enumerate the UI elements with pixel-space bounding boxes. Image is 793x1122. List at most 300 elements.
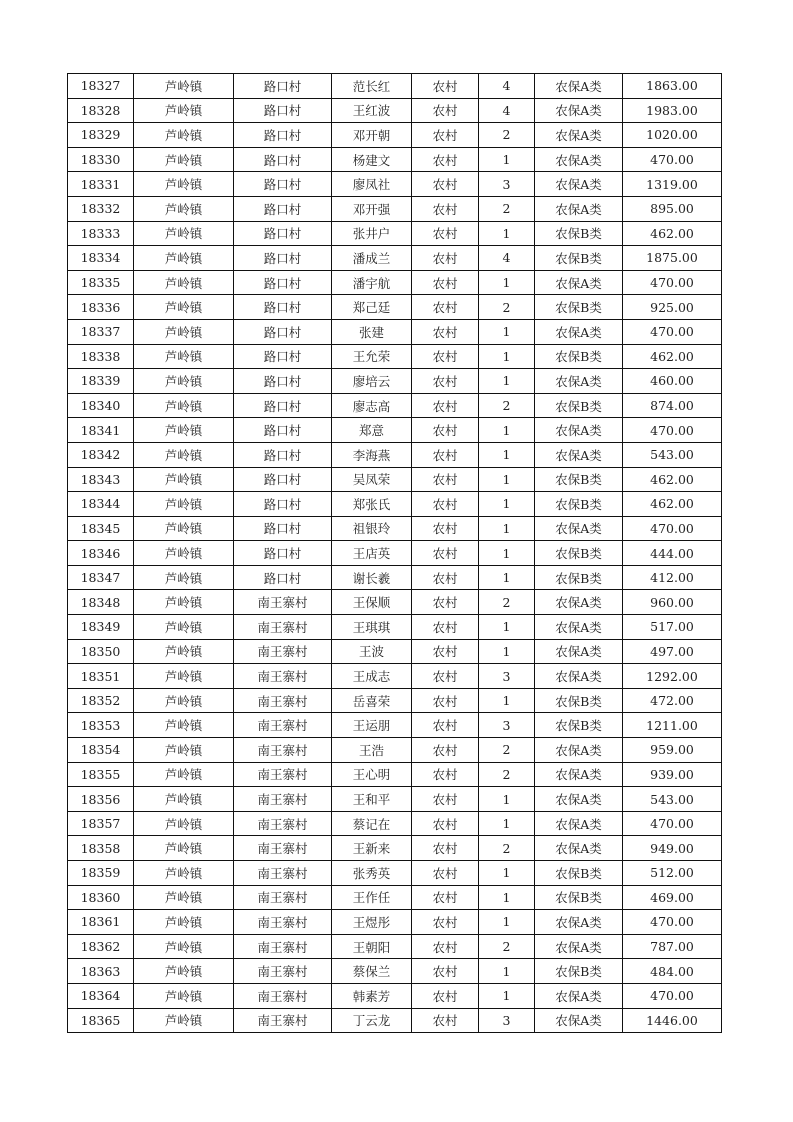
insurance-category-cell: 农保B类 <box>535 393 623 418</box>
town-cell: 芦岭镇 <box>134 442 234 467</box>
insurance-category-cell: 农保A类 <box>535 196 623 221</box>
village-cell: 南王寨村 <box>234 959 332 984</box>
household-type-cell: 农村 <box>412 123 479 148</box>
table-row <box>68 221 722 246</box>
table-row <box>68 74 722 99</box>
amount-cell: 1983.00 <box>623 98 722 123</box>
village-cell: 路口村 <box>234 369 332 394</box>
member-count-cell: 1 <box>479 787 535 812</box>
table-row <box>68 836 722 861</box>
town-cell: 芦岭镇 <box>134 467 234 492</box>
row-number-cell: 18333 <box>68 221 134 246</box>
name-cell: 郑己廷 <box>332 295 412 320</box>
household-type-cell: 农村 <box>412 74 479 99</box>
row-number-cell: 18365 <box>68 1008 134 1033</box>
village-cell: 路口村 <box>234 344 332 369</box>
amount-cell: 497.00 <box>623 639 722 664</box>
village-cell: 南王寨村 <box>234 688 332 713</box>
table-row <box>68 959 722 984</box>
member-count-cell: 1 <box>479 418 535 443</box>
table-row <box>68 639 722 664</box>
table-row <box>68 861 722 886</box>
amount-cell: 470.00 <box>623 910 722 935</box>
village-cell: 南王寨村 <box>234 615 332 640</box>
row-number-cell: 18338 <box>68 344 134 369</box>
village-cell: 路口村 <box>234 393 332 418</box>
village-cell: 南王寨村 <box>234 934 332 959</box>
name-cell: 李海燕 <box>332 442 412 467</box>
town-cell: 芦岭镇 <box>134 590 234 615</box>
member-count-cell: 1 <box>479 270 535 295</box>
table-row <box>68 393 722 418</box>
table-row <box>68 983 722 1008</box>
member-count-cell: 4 <box>479 98 535 123</box>
row-number-cell: 18331 <box>68 172 134 197</box>
town-cell: 芦岭镇 <box>134 861 234 886</box>
household-type-cell: 农村 <box>412 172 479 197</box>
amount-cell: 470.00 <box>623 983 722 1008</box>
table-row <box>68 787 722 812</box>
member-count-cell: 3 <box>479 1008 535 1033</box>
village-cell: 南王寨村 <box>234 787 332 812</box>
member-count-cell: 2 <box>479 123 535 148</box>
town-cell: 芦岭镇 <box>134 713 234 738</box>
row-number-cell: 18360 <box>68 885 134 910</box>
household-type-cell: 农村 <box>412 196 479 221</box>
household-type-cell: 农村 <box>412 885 479 910</box>
name-cell: 潘成兰 <box>332 246 412 271</box>
member-count-cell: 1 <box>479 959 535 984</box>
row-number-cell: 18358 <box>68 836 134 861</box>
name-cell: 杨建文 <box>332 147 412 172</box>
amount-cell: 1875.00 <box>623 246 722 271</box>
table-row <box>68 738 722 763</box>
name-cell: 张秀英 <box>332 861 412 886</box>
name-cell: 王浩 <box>332 738 412 763</box>
village-cell: 南王寨村 <box>234 639 332 664</box>
village-cell: 南王寨村 <box>234 885 332 910</box>
insurance-category-cell: 农保A类 <box>535 983 623 1008</box>
village-cell: 路口村 <box>234 221 332 246</box>
member-count-cell: 1 <box>479 369 535 394</box>
town-cell: 芦岭镇 <box>134 541 234 566</box>
table-row <box>68 123 722 148</box>
village-cell: 路口村 <box>234 492 332 517</box>
amount-cell: 949.00 <box>623 836 722 861</box>
household-type-cell: 农村 <box>412 369 479 394</box>
town-cell: 芦岭镇 <box>134 172 234 197</box>
table-row <box>68 615 722 640</box>
insurance-category-cell: 农保A类 <box>535 98 623 123</box>
town-cell: 芦岭镇 <box>134 565 234 590</box>
household-type-cell: 农村 <box>412 418 479 443</box>
amount-cell: 462.00 <box>623 467 722 492</box>
amount-cell: 469.00 <box>623 885 722 910</box>
row-number-cell: 18328 <box>68 98 134 123</box>
amount-cell: 1319.00 <box>623 172 722 197</box>
name-cell: 廖培云 <box>332 369 412 394</box>
name-cell: 廖志高 <box>332 393 412 418</box>
insurance-category-cell: 农保A类 <box>535 516 623 541</box>
table-row <box>68 565 722 590</box>
town-cell: 芦岭镇 <box>134 196 234 221</box>
member-count-cell: 1 <box>479 811 535 836</box>
town-cell: 芦岭镇 <box>134 762 234 787</box>
member-count-cell: 1 <box>479 983 535 1008</box>
amount-cell: 460.00 <box>623 369 722 394</box>
member-count-cell: 2 <box>479 934 535 959</box>
amount-cell: 939.00 <box>623 762 722 787</box>
member-count-cell: 2 <box>479 590 535 615</box>
table-row <box>68 885 722 910</box>
member-count-cell: 2 <box>479 393 535 418</box>
amount-cell: 470.00 <box>623 516 722 541</box>
amount-cell: 462.00 <box>623 344 722 369</box>
table-row <box>68 516 722 541</box>
row-number-cell: 18337 <box>68 319 134 344</box>
name-cell: 邓开朝 <box>332 123 412 148</box>
insurance-category-cell: 农保A类 <box>535 615 623 640</box>
row-number-cell: 18354 <box>68 738 134 763</box>
name-cell: 王红波 <box>332 98 412 123</box>
amount-cell: 470.00 <box>623 147 722 172</box>
amount-cell: 543.00 <box>623 442 722 467</box>
town-cell: 芦岭镇 <box>134 344 234 369</box>
table-row <box>68 541 722 566</box>
member-count-cell: 1 <box>479 541 535 566</box>
insurance-category-cell: 农保B类 <box>535 885 623 910</box>
household-type-cell: 农村 <box>412 344 479 369</box>
insurance-category-cell: 农保A类 <box>535 123 623 148</box>
amount-cell: 960.00 <box>623 590 722 615</box>
household-type-cell: 农村 <box>412 934 479 959</box>
table-row <box>68 442 722 467</box>
row-number-cell: 18346 <box>68 541 134 566</box>
insurance-category-cell: 农保B类 <box>535 492 623 517</box>
household-type-cell: 农村 <box>412 738 479 763</box>
village-cell: 南王寨村 <box>234 713 332 738</box>
household-type-cell: 农村 <box>412 516 479 541</box>
village-cell: 南王寨村 <box>234 836 332 861</box>
town-cell: 芦岭镇 <box>134 319 234 344</box>
name-cell: 王作任 <box>332 885 412 910</box>
town-cell: 芦岭镇 <box>134 639 234 664</box>
insurance-category-cell: 农保A类 <box>535 811 623 836</box>
name-cell: 邓开强 <box>332 196 412 221</box>
village-cell: 路口村 <box>234 172 332 197</box>
name-cell: 岳喜荣 <box>332 688 412 713</box>
insurance-category-cell: 农保A类 <box>535 787 623 812</box>
member-count-cell: 4 <box>479 246 535 271</box>
town-cell: 芦岭镇 <box>134 983 234 1008</box>
village-cell: 南王寨村 <box>234 910 332 935</box>
household-type-cell: 农村 <box>412 688 479 713</box>
village-cell: 南王寨村 <box>234 590 332 615</box>
table-row <box>68 196 722 221</box>
row-number-cell: 18341 <box>68 418 134 443</box>
table-body <box>68 74 722 1033</box>
row-number-cell: 18332 <box>68 196 134 221</box>
member-count-cell: 2 <box>479 738 535 763</box>
insurance-category-cell: 农保B类 <box>535 344 623 369</box>
household-type-cell: 农村 <box>412 861 479 886</box>
household-type-cell: 农村 <box>412 836 479 861</box>
town-cell: 芦岭镇 <box>134 270 234 295</box>
row-number-cell: 18334 <box>68 246 134 271</box>
amount-cell: 787.00 <box>623 934 722 959</box>
row-number-cell: 18356 <box>68 787 134 812</box>
row-number-cell: 18352 <box>68 688 134 713</box>
amount-cell: 484.00 <box>623 959 722 984</box>
member-count-cell: 2 <box>479 295 535 320</box>
insurance-category-cell: 农保A类 <box>535 590 623 615</box>
household-type-cell: 农村 <box>412 811 479 836</box>
name-cell: 廖凤社 <box>332 172 412 197</box>
village-cell: 路口村 <box>234 295 332 320</box>
town-cell: 芦岭镇 <box>134 418 234 443</box>
village-cell: 路口村 <box>234 123 332 148</box>
table-row <box>68 467 722 492</box>
row-number-cell: 18342 <box>68 442 134 467</box>
town-cell: 芦岭镇 <box>134 1008 234 1033</box>
name-cell: 丁云龙 <box>332 1008 412 1033</box>
member-count-cell: 3 <box>479 713 535 738</box>
member-count-cell: 2 <box>479 762 535 787</box>
household-type-cell: 农村 <box>412 221 479 246</box>
member-count-cell: 1 <box>479 147 535 172</box>
row-number-cell: 18345 <box>68 516 134 541</box>
household-type-cell: 农村 <box>412 295 479 320</box>
town-cell: 芦岭镇 <box>134 959 234 984</box>
household-type-cell: 农村 <box>412 615 479 640</box>
table-row <box>68 369 722 394</box>
row-number-cell: 18329 <box>68 123 134 148</box>
subsidy-table <box>67 73 722 1033</box>
table-row <box>68 270 722 295</box>
household-type-cell: 农村 <box>412 910 479 935</box>
name-cell: 祖银玲 <box>332 516 412 541</box>
amount-cell: 1020.00 <box>623 123 722 148</box>
member-count-cell: 1 <box>479 688 535 713</box>
name-cell: 郑张氏 <box>332 492 412 517</box>
table-row <box>68 1008 722 1033</box>
household-type-cell: 农村 <box>412 147 479 172</box>
name-cell: 蔡记在 <box>332 811 412 836</box>
insurance-category-cell: 农保B类 <box>535 295 623 320</box>
table-row <box>68 910 722 935</box>
member-count-cell: 1 <box>479 492 535 517</box>
row-number-cell: 18339 <box>68 369 134 394</box>
insurance-category-cell: 农保A类 <box>535 74 623 99</box>
name-cell: 谢长羲 <box>332 565 412 590</box>
village-cell: 路口村 <box>234 98 332 123</box>
amount-cell: 512.00 <box>623 861 722 886</box>
amount-cell: 462.00 <box>623 221 722 246</box>
insurance-category-cell: 农保B类 <box>535 565 623 590</box>
row-number-cell: 18327 <box>68 74 134 99</box>
amount-cell: 895.00 <box>623 196 722 221</box>
member-count-cell: 1 <box>479 861 535 886</box>
member-count-cell: 1 <box>479 344 535 369</box>
table-row <box>68 295 722 320</box>
insurance-category-cell: 农保B类 <box>535 688 623 713</box>
village-cell: 南王寨村 <box>234 664 332 689</box>
name-cell: 王煜彤 <box>332 910 412 935</box>
row-number-cell: 18335 <box>68 270 134 295</box>
table-row <box>68 713 722 738</box>
village-cell: 南王寨村 <box>234 983 332 1008</box>
table-row <box>68 319 722 344</box>
insurance-category-cell: 农保B类 <box>535 713 623 738</box>
town-cell: 芦岭镇 <box>134 738 234 763</box>
village-cell: 路口村 <box>234 541 332 566</box>
insurance-category-cell: 农保B类 <box>535 959 623 984</box>
name-cell: 蔡保兰 <box>332 959 412 984</box>
town-cell: 芦岭镇 <box>134 369 234 394</box>
table-row <box>68 492 722 517</box>
insurance-category-cell: 农保B类 <box>535 221 623 246</box>
table-row <box>68 172 722 197</box>
insurance-category-cell: 农保A类 <box>535 639 623 664</box>
town-cell: 芦岭镇 <box>134 393 234 418</box>
household-type-cell: 农村 <box>412 393 479 418</box>
member-count-cell: 1 <box>479 910 535 935</box>
member-count-cell: 1 <box>479 516 535 541</box>
insurance-category-cell: 农保A类 <box>535 836 623 861</box>
household-type-cell: 农村 <box>412 319 479 344</box>
table-row <box>68 811 722 836</box>
village-cell: 路口村 <box>234 246 332 271</box>
village-cell: 南王寨村 <box>234 861 332 886</box>
town-cell: 芦岭镇 <box>134 615 234 640</box>
village-cell: 路口村 <box>234 467 332 492</box>
amount-cell: 1292.00 <box>623 664 722 689</box>
insurance-category-cell: 农保B类 <box>535 467 623 492</box>
town-cell: 芦岭镇 <box>134 147 234 172</box>
amount-cell: 1863.00 <box>623 74 722 99</box>
village-cell: 南王寨村 <box>234 762 332 787</box>
member-count-cell: 3 <box>479 664 535 689</box>
village-cell: 南王寨村 <box>234 811 332 836</box>
row-number-cell: 18351 <box>68 664 134 689</box>
member-count-cell: 2 <box>479 836 535 861</box>
insurance-category-cell: 农保B类 <box>535 246 623 271</box>
row-number-cell: 18349 <box>68 615 134 640</box>
row-number-cell: 18364 <box>68 983 134 1008</box>
amount-cell: 874.00 <box>623 393 722 418</box>
row-number-cell: 18330 <box>68 147 134 172</box>
household-type-cell: 农村 <box>412 98 479 123</box>
town-cell: 芦岭镇 <box>134 934 234 959</box>
insurance-category-cell: 农保A类 <box>535 738 623 763</box>
name-cell: 王成志 <box>332 664 412 689</box>
table-row <box>68 246 722 271</box>
town-cell: 芦岭镇 <box>134 492 234 517</box>
row-number-cell: 18348 <box>68 590 134 615</box>
household-type-cell: 农村 <box>412 639 479 664</box>
table-row <box>68 688 722 713</box>
amount-cell: 517.00 <box>623 615 722 640</box>
town-cell: 芦岭镇 <box>134 123 234 148</box>
village-cell: 路口村 <box>234 442 332 467</box>
name-cell: 张井户 <box>332 221 412 246</box>
name-cell: 王保顺 <box>332 590 412 615</box>
table-row <box>68 147 722 172</box>
amount-cell: 472.00 <box>623 688 722 713</box>
amount-cell: 1211.00 <box>623 713 722 738</box>
village-cell: 路口村 <box>234 74 332 99</box>
insurance-category-cell: 农保A类 <box>535 910 623 935</box>
table-row <box>68 418 722 443</box>
insurance-category-cell: 农保A类 <box>535 270 623 295</box>
household-type-cell: 农村 <box>412 270 479 295</box>
village-cell: 路口村 <box>234 319 332 344</box>
village-cell: 路口村 <box>234 270 332 295</box>
insurance-category-cell: 农保A类 <box>535 442 623 467</box>
row-number-cell: 18361 <box>68 910 134 935</box>
name-cell: 王心明 <box>332 762 412 787</box>
name-cell: 韩素芳 <box>332 983 412 1008</box>
member-count-cell: 1 <box>479 639 535 664</box>
insurance-category-cell: 农保B类 <box>535 541 623 566</box>
town-cell: 芦岭镇 <box>134 221 234 246</box>
amount-cell: 543.00 <box>623 787 722 812</box>
amount-cell: 470.00 <box>623 270 722 295</box>
name-cell: 王和平 <box>332 787 412 812</box>
insurance-category-cell: 农保B类 <box>535 861 623 886</box>
household-type-cell: 农村 <box>412 565 479 590</box>
insurance-category-cell: 农保A类 <box>535 319 623 344</box>
row-number-cell: 18343 <box>68 467 134 492</box>
row-number-cell: 18362 <box>68 934 134 959</box>
member-count-cell: 1 <box>479 885 535 910</box>
table-row <box>68 98 722 123</box>
amount-cell: 444.00 <box>623 541 722 566</box>
row-number-cell: 18344 <box>68 492 134 517</box>
household-type-cell: 农村 <box>412 959 479 984</box>
table-row <box>68 664 722 689</box>
name-cell: 王店英 <box>332 541 412 566</box>
table-row <box>68 344 722 369</box>
member-count-cell: 1 <box>479 467 535 492</box>
household-type-cell: 农村 <box>412 246 479 271</box>
household-type-cell: 农村 <box>412 1008 479 1033</box>
insurance-category-cell: 农保A类 <box>535 369 623 394</box>
town-cell: 芦岭镇 <box>134 910 234 935</box>
village-cell: 路口村 <box>234 516 332 541</box>
household-type-cell: 农村 <box>412 467 479 492</box>
town-cell: 芦岭镇 <box>134 516 234 541</box>
household-type-cell: 农村 <box>412 664 479 689</box>
village-cell: 路口村 <box>234 565 332 590</box>
name-cell: 吴凤荣 <box>332 467 412 492</box>
name-cell: 郑意 <box>332 418 412 443</box>
household-type-cell: 农村 <box>412 787 479 812</box>
member-count-cell: 1 <box>479 442 535 467</box>
village-cell: 路口村 <box>234 196 332 221</box>
name-cell: 王允荣 <box>332 344 412 369</box>
household-type-cell: 农村 <box>412 590 479 615</box>
row-number-cell: 18336 <box>68 295 134 320</box>
town-cell: 芦岭镇 <box>134 811 234 836</box>
member-count-cell: 3 <box>479 172 535 197</box>
table-row <box>68 590 722 615</box>
row-number-cell: 18353 <box>68 713 134 738</box>
village-cell: 南王寨村 <box>234 738 332 763</box>
insurance-category-cell: 农保A类 <box>535 172 623 197</box>
household-type-cell: 农村 <box>412 541 479 566</box>
village-cell: 路口村 <box>234 147 332 172</box>
